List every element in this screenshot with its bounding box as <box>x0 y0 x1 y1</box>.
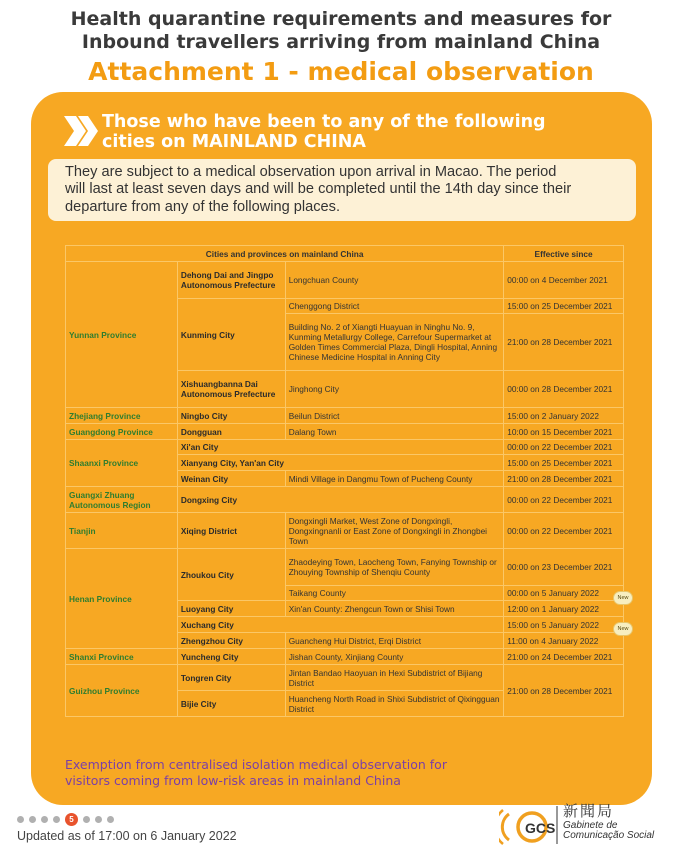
notice-line-1: They are subject to a medical observation upon arrival in Macao. The period <box>65 164 557 180</box>
province-cell: Shanxi Province <box>66 649 178 665</box>
page-dot[interactable] <box>41 816 48 823</box>
area-cell: Zhaodeying Town, Laocheng Town, Fanying Township or Zhouying Township of Shenqiu County <box>285 549 504 586</box>
date-cell: 15:00 on 5 January 2022 <box>504 617 624 633</box>
province-cell: Tianjin <box>66 513 178 549</box>
city-cell: Kunming City <box>177 299 285 371</box>
province-cell: Zhejiang Province <box>66 408 178 424</box>
area-cell: Jintan Bandao Haoyuan in Hexi Subdistrict of Bijiang District <box>285 665 504 691</box>
province-cell: Yunnan Province <box>66 262 178 408</box>
city-cell: Xuchang City <box>177 617 503 633</box>
province-cell: Guizhou Province <box>66 665 178 717</box>
page-dot-current[interactable]: 5 <box>65 813 78 826</box>
area-cell: Building No. 2 of Xiangti Huayuan in Ninghu No. 9, Kunming Metallurgy College, Carrefour Supermarket at Golden Times Commercial Plaza, Dingli Hospital, Anning Chinese Medicine Hospital in Anning City <box>285 314 504 371</box>
date-cell: 00:00 on 28 December 2021 <box>504 371 624 408</box>
area-cell: Chenggong District <box>285 299 504 314</box>
notice-line-3: departure from any of the following places. <box>65 198 341 215</box>
table-row <box>66 549 624 586</box>
section-heading-line-1: Those who have been to any of the following <box>102 112 546 132</box>
date-cell: 21:00 on 28 December 2021 <box>504 314 624 371</box>
city-cell: Luoyang City <box>177 601 285 617</box>
table-row <box>66 513 624 549</box>
logo-pt-line-1: Gabinete de <box>563 820 618 831</box>
page-indicator <box>17 812 119 826</box>
new-badge: New <box>613 622 633 636</box>
area-cell: Guancheng Hui District, Erqi District <box>285 633 504 649</box>
city-cell: Dongxing City <box>177 487 503 513</box>
date-cell: 10:00 on 15 December 2021 <box>504 424 624 440</box>
province-cell: Guangxi Zhuang Autonomous Region <box>66 487 178 513</box>
area-cell: Taikang County <box>285 586 504 601</box>
date-cell: 00:00 on 22 December 2021 <box>504 487 624 513</box>
date-cell: 00:00 on 5 January 2022 <box>504 586 624 601</box>
logo-pt-line-2: Comunicação Social <box>563 830 655 841</box>
double-chevron-icon <box>62 114 100 148</box>
exemption-line-2: visitors coming from low-risk areas in mainland China <box>65 773 401 788</box>
city-cell: Xianyang City, Yan'an City <box>177 455 503 471</box>
city-cell: Dongguan <box>177 424 285 440</box>
city-cell: Dehong Dai and Jingpo Autonomous Prefecture <box>177 262 285 299</box>
province-cell: Shaanxi Province <box>66 440 178 487</box>
notice-box <box>48 159 636 221</box>
page-title <box>0 8 682 54</box>
page-title-line-1: Health quarantine requirements and measures for <box>70 8 612 30</box>
city-cell: Xiqing District <box>177 513 285 549</box>
date-cell: 21:00 on 24 December 2021 <box>504 649 624 665</box>
page-dot[interactable] <box>95 816 102 823</box>
city-cell: Xishuangbanna Dai Autonomous Prefecture <box>177 371 285 408</box>
city-cell: Weinan City <box>177 471 285 487</box>
province-cell: Henan Province <box>66 549 178 649</box>
date-cell: 11:00 on 4 January 2022 <box>504 633 624 649</box>
city-cell: Zhoukou City <box>177 549 285 601</box>
attachment-title: Attachment 1 - medical observation <box>88 57 594 86</box>
new-badge: New <box>613 591 633 605</box>
logo-chinese: 新聞局 <box>563 802 615 820</box>
updated-timestamp: Updated as of 17:00 on 6 January 2022 <box>17 829 237 843</box>
column-header-date: Effective since <box>504 246 624 262</box>
area-cell: Dongxingli Market, West Zone of Dongxingli, Dongxingnanli or East Zone of Dongxingli in Zhongbei Town <box>285 513 504 549</box>
table-row <box>66 408 624 424</box>
cities-table <box>65 245 624 717</box>
notice-line-2: will last at least seven days and will be completed until the 14th day since their <box>65 181 572 198</box>
province-cell: Guangdong Province <box>66 424 178 440</box>
page-title-line-2: Inbound travellers arriving from mainland China <box>81 31 601 53</box>
page-dot[interactable] <box>83 816 90 823</box>
page-dot[interactable] <box>17 816 24 823</box>
column-header-area: Cities and provinces on mainland China <box>66 246 504 262</box>
logo-mark: GCS <box>525 820 556 836</box>
city-cell: Bijie City <box>177 691 285 717</box>
date-cell: 21:00 on 28 December 2021 <box>504 471 624 487</box>
area-cell: Jinghong City <box>285 371 504 408</box>
date-cell: 00:00 on 23 December 2021 <box>504 549 624 586</box>
page-dot[interactable] <box>53 816 60 823</box>
date-cell: 21:00 on 28 December 2021 <box>504 665 624 717</box>
area-cell: Jishan County, Xinjiang County <box>285 649 504 665</box>
city-cell: Tongren City <box>177 665 285 691</box>
date-cell: 15:00 on 2 January 2022 <box>504 408 624 424</box>
city-cell: Zhengzhou City <box>177 633 285 649</box>
logo-portuguese <box>563 821 654 841</box>
table-row <box>66 487 624 513</box>
area-cell: Huancheng North Road in Shixi Subdistrict of Qixingguan District <box>285 691 504 717</box>
city-cell: Ningbo City <box>177 408 285 424</box>
section-heading <box>102 112 642 152</box>
table-header-row <box>66 246 624 262</box>
area-cell: Mindi Village in Dangmu Town of Pucheng County <box>285 471 504 487</box>
page-dot[interactable] <box>107 816 114 823</box>
area-cell: Longchuan County <box>285 262 504 299</box>
area-cell: Dalang Town <box>285 424 504 440</box>
date-cell: 00:00 on 22 December 2021 <box>504 513 624 549</box>
area-cell: Xin'an County: Zhengcun Town or Shisi Town <box>285 601 504 617</box>
city-cell: Yuncheng City <box>177 649 285 665</box>
table-row <box>66 262 624 299</box>
city-cell: Xi'an City <box>177 440 503 455</box>
date-cell: 15:00 on 25 December 2021 <box>504 299 624 314</box>
table-row <box>66 665 624 691</box>
table-row <box>66 440 624 455</box>
date-cell: 00:00 on 4 December 2021 <box>504 262 624 299</box>
table-row <box>66 424 624 440</box>
exemption-link[interactable] <box>65 757 505 789</box>
date-cell: 15:00 on 25 December 2021 <box>504 455 624 471</box>
section-heading-line-2: cities on MAINLAND CHINA <box>102 132 366 152</box>
date-cell: 00:00 on 22 December 2021 <box>504 440 624 455</box>
table-row <box>66 649 624 665</box>
area-cell: Beilun District <box>285 408 504 424</box>
exemption-line-1: Exemption from centralised isolation medical observation for <box>65 757 447 772</box>
date-cell: 12:00 on 1 January 2022 <box>504 601 624 617</box>
page-dot[interactable] <box>29 816 36 823</box>
